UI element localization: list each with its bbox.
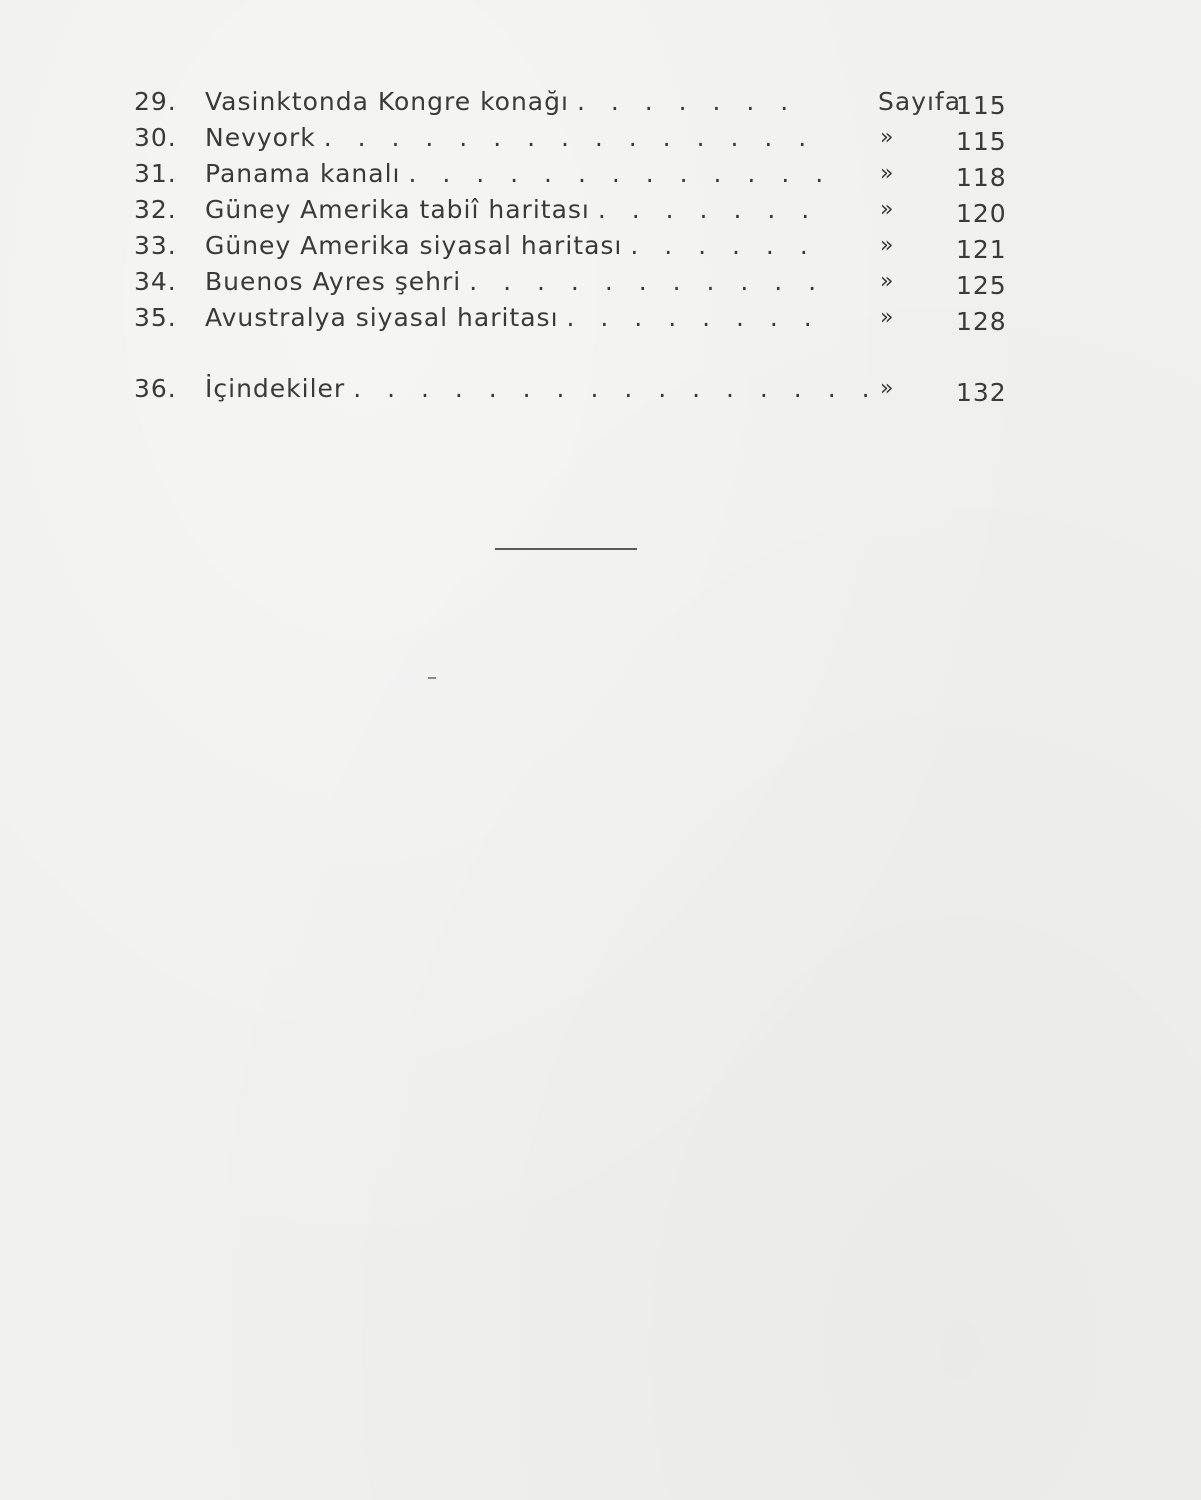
dot-leader: . . . . . . . (597, 195, 819, 224)
page-number: 128 (956, 307, 1007, 336)
ditto-mark: » (880, 305, 895, 330)
entry-title: Buenos Ayres şehri . . . . . . . . . . . (205, 267, 826, 296)
ditto-mark: » (880, 233, 895, 258)
entry-title: Vasinktonda Kongre konağı . . . . . . . (205, 87, 798, 116)
page-number: 120 (956, 199, 1007, 228)
toc-entry-36 (134, 371, 1014, 407)
entry-number: 34. (134, 267, 177, 296)
entry-number: 33. (134, 231, 177, 260)
dot-leader: . . . . . . . . . . . . . (408, 159, 833, 188)
page-number: 121 (956, 235, 1007, 264)
ditto-mark: » (880, 125, 895, 150)
entry-title: İçindekiler . . . . . . . . . . . . . . . . (205, 374, 879, 403)
dot-leader: . . . . . . . (576, 87, 798, 116)
entry-title: Güney Amerika tabiî haritası . . . . . . . (205, 195, 819, 224)
ditto-mark: » (880, 197, 895, 222)
entry-number: 36. (134, 374, 177, 403)
entry-number: 35. (134, 303, 177, 332)
ditto-mark: » (880, 376, 895, 401)
toc-entry-29 (134, 84, 1014, 120)
end-rule (495, 548, 637, 550)
entry-title: Nevyork . . . . . . . . . . . . . . . (205, 123, 816, 152)
dot-leader: . . . . . . . . (566, 303, 821, 332)
page-number: 115 (956, 91, 1007, 120)
entry-title: Panama kanalı . . . . . . . . . . . . . (205, 159, 833, 188)
toc-entry-30 (134, 120, 1014, 156)
list-of-illustrations (134, 84, 1014, 407)
dot-leader: . . . . . . . . . . . . . . . (323, 123, 816, 152)
print-speck (428, 677, 436, 679)
toc-entry-34 (134, 264, 1014, 300)
entry-number: 30. (134, 123, 177, 152)
ditto-mark: » (880, 161, 895, 186)
toc-entry-31 (134, 156, 1014, 192)
dot-leader: . . . . . . (630, 231, 817, 260)
entry-title: Avustralya siyasal haritası . . . . . . . . (205, 303, 821, 332)
entry-number: 32. (134, 195, 177, 224)
dot-leader: . . . . . . . . . . . . . . . . (353, 374, 879, 403)
page-number: 132 (956, 378, 1007, 407)
page-label: Sayıfa (878, 87, 962, 116)
toc-entry-35 (134, 300, 1014, 336)
page-number: 125 (956, 271, 1007, 300)
ditto-mark: » (880, 269, 895, 294)
toc-entry-33 (134, 228, 1014, 264)
entry-number: 31. (134, 159, 177, 188)
entry-title: Güney Amerika siyasal haritası . . . . . . (205, 231, 817, 260)
page-number: 118 (956, 163, 1007, 192)
entry-number: 29. (134, 87, 177, 116)
dot-leader: . . . . . . . . . . . (469, 267, 826, 296)
page-number: 115 (956, 127, 1007, 156)
toc-entry-32 (134, 192, 1014, 228)
